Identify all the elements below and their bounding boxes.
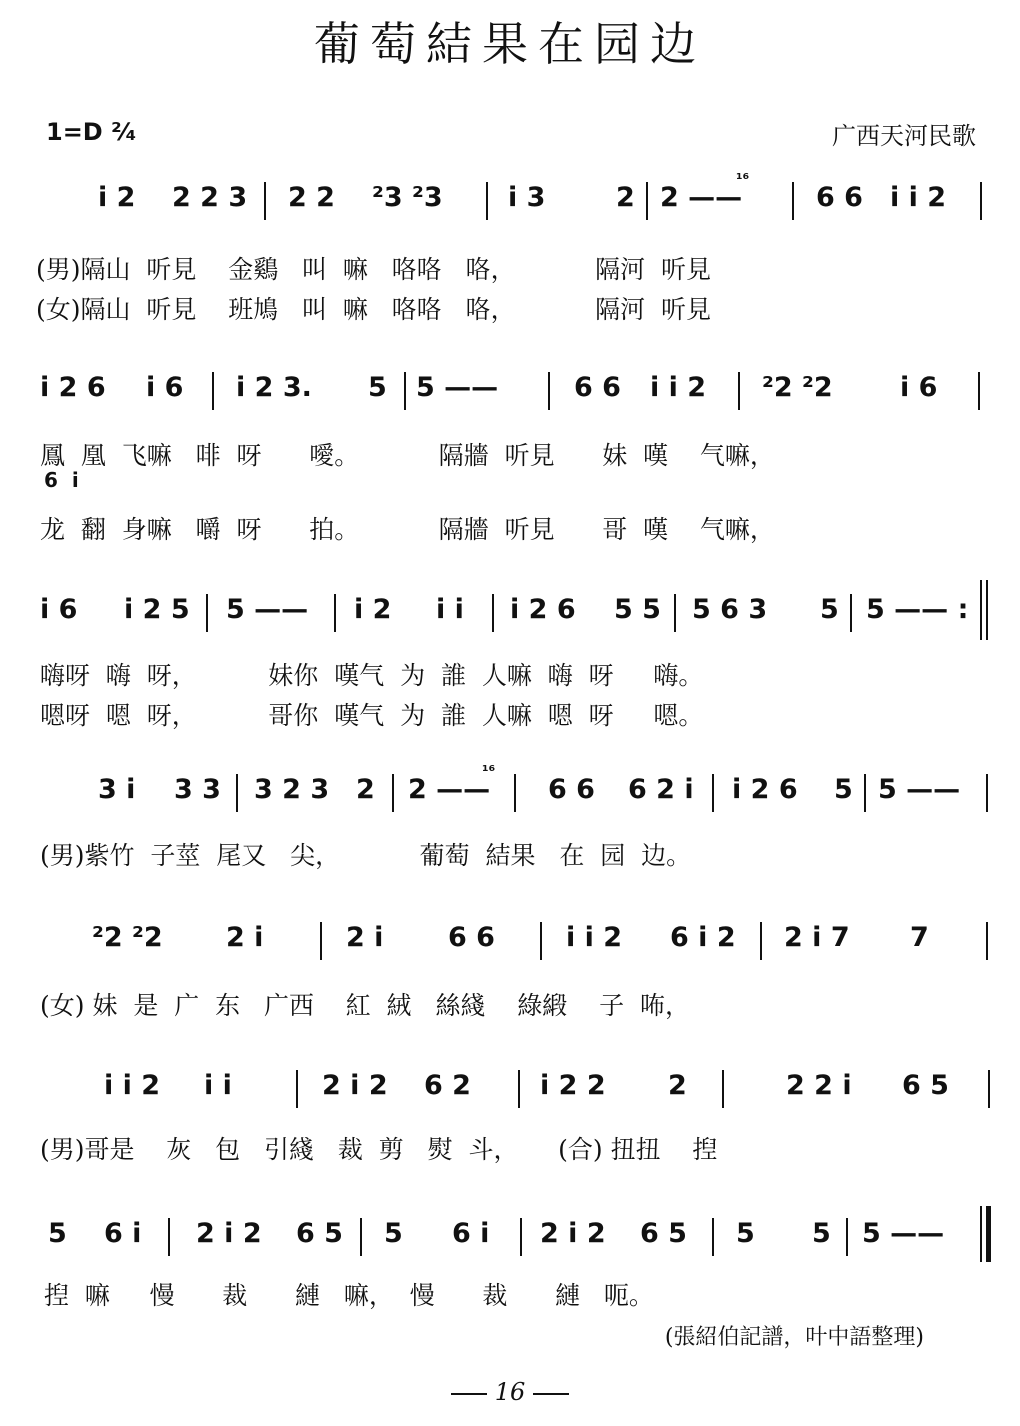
- note-group: 5: [384, 1218, 403, 1249]
- note-group: i 6: [900, 372, 938, 403]
- note-group: i i 2: [890, 182, 947, 213]
- note-group: 5: [368, 372, 387, 403]
- lyric-line: 鳳 凰 飞嘛 啡 呀 噯。 隔牆 听見 妹 嘆 气嘛，: [40, 441, 775, 470]
- note-group: 5: [736, 1218, 755, 1249]
- note-group: 5 6 3: [692, 594, 768, 625]
- note-group: 2: [356, 774, 375, 805]
- note-group: i i 2: [104, 1070, 161, 1101]
- note-group: 5 ——: [862, 1218, 945, 1249]
- page-number-text: 16: [494, 1378, 526, 1406]
- note-group: 3 3: [174, 774, 221, 805]
- barline: [264, 182, 266, 220]
- note-group: 2 2: [288, 182, 335, 213]
- note-group: i i: [436, 594, 464, 625]
- note-group: 6 6: [816, 182, 863, 213]
- note-group: 6 2: [424, 1070, 471, 1101]
- note-group: 2 i 2: [322, 1070, 388, 1101]
- note-group: i 2 6: [732, 774, 798, 805]
- barline: [988, 1070, 990, 1108]
- note-group: 6 i 2: [670, 922, 736, 953]
- barline: [212, 372, 214, 410]
- note-group: 6 i: [452, 1218, 490, 1249]
- barline: [486, 182, 488, 220]
- barline: [712, 1218, 714, 1256]
- note-group: 2 2 3: [172, 182, 248, 213]
- grace-note: ¹⁶: [736, 170, 750, 188]
- barline: [980, 182, 982, 220]
- note-group: i 2 3.: [236, 372, 312, 403]
- barline: [792, 182, 794, 220]
- barline: [738, 372, 740, 410]
- barline: [548, 372, 550, 410]
- note-group: i 6: [40, 594, 78, 625]
- barline: [334, 594, 336, 632]
- barline: [540, 922, 542, 960]
- note-group: i i: [204, 1070, 232, 1101]
- lyric-line: (男)哥是 灰 包 引綫 裁 剪 熨 斗， (合) 扭扭 揑: [40, 1135, 718, 1164]
- note-group: i 2 5: [124, 594, 190, 625]
- note-group: 6 5: [902, 1070, 949, 1101]
- note-group: 6 6: [548, 774, 595, 805]
- final-barline: [986, 1206, 991, 1262]
- barline: [864, 774, 866, 812]
- barline: [986, 922, 988, 960]
- barline: [492, 594, 494, 632]
- note-group: 6 5: [640, 1218, 687, 1249]
- note-group: 5: [48, 1218, 67, 1249]
- lyric-line: (女)隔山 听見 班鳩 叫 嘛 咯咯 咯， 隔河 听見: [36, 295, 711, 324]
- note-group: 2 i: [226, 922, 264, 953]
- note-group: 5: [812, 1218, 831, 1249]
- alternate-notes: 6 i: [44, 468, 79, 492]
- note-group: 2 i 2: [196, 1218, 262, 1249]
- barline: [850, 594, 852, 632]
- note-group: 2 i 7: [784, 922, 850, 953]
- song-title: 葡萄結果在园边: [314, 17, 706, 71]
- note-group: i i 2: [566, 922, 623, 953]
- note-group: 2 2 i: [786, 1070, 852, 1101]
- note-group: 2 i 2: [540, 1218, 606, 1249]
- transcription-credit: (張紹伯記譜，叶中語整理): [664, 1325, 924, 1350]
- note-group: i 2 6: [40, 372, 106, 403]
- note-group: 5 ——: [416, 372, 499, 403]
- barline: [168, 1218, 170, 1256]
- barline: [360, 1218, 362, 1256]
- barline: [712, 774, 714, 812]
- barline: [320, 922, 322, 960]
- repeat-barline: [986, 580, 988, 640]
- note-group: 3 2 3: [254, 774, 330, 805]
- note-group: 2: [616, 182, 635, 213]
- note-group: 5: [834, 774, 853, 805]
- barline: [206, 594, 208, 632]
- note-group: 6 i: [104, 1218, 142, 1249]
- note-group: i 2: [354, 594, 392, 625]
- lyric-line: 龙 翻 身嘛 嚼 呀 拍。 隔牆 听見 哥 嘆 气嘛，: [40, 515, 775, 544]
- note-group: i 3: [508, 182, 546, 213]
- note-group: 2: [668, 1070, 687, 1101]
- repeat-barline: [980, 580, 982, 640]
- barline: [520, 1218, 522, 1256]
- note-group: i 6: [146, 372, 184, 403]
- barline: [978, 372, 980, 410]
- lyric-line: (男)紫竹 子莖 尾又 尖， 葡萄 結果 在 园 边。: [40, 841, 692, 870]
- lyric-line: 嗨呀 嗨 呀， 妹你 嘆气 为 誰 人嘛 嗨 呀 嗨。: [40, 661, 704, 690]
- barline: [514, 774, 516, 812]
- barline: [846, 1218, 848, 1256]
- barline: [392, 774, 394, 812]
- note-group: 7: [910, 922, 929, 953]
- lyric-line: (女) 妹 是 广 东 广西 紅 絨 絲綫 綠緞 子 咘，: [40, 991, 690, 1020]
- lyric-line: 揑 嘛 慢 裁 縺 嘛， 慢 裁 縺 呃。: [44, 1281, 654, 1310]
- song-origin: 广西天河民歌: [832, 122, 976, 150]
- note-group: 2 ——: [660, 182, 743, 213]
- lyric-line: (男)隔山 听見 金鷄 叫 嘛 咯咯 咯， 隔河 听見: [36, 255, 711, 284]
- barline: [646, 182, 648, 220]
- note-group: ²2 ²2: [762, 372, 833, 403]
- note-group: i 2 6: [510, 594, 576, 625]
- key-signature: 1=D ²⁄₄: [46, 118, 137, 146]
- note-group: 6 5: [296, 1218, 343, 1249]
- note-group: 6 6: [448, 922, 495, 953]
- grace-note: ¹⁶: [482, 762, 496, 780]
- note-group: 5 ——: [226, 594, 309, 625]
- barline: [518, 1070, 520, 1108]
- note-group: ²2 ²2: [92, 922, 163, 953]
- barline: [722, 1070, 724, 1108]
- page-number: [0, 1378, 1020, 1406]
- barline: [236, 774, 238, 812]
- note-group: 5 —— :: [866, 594, 969, 625]
- final-barline: [980, 1206, 982, 1262]
- note-group: 6 6: [574, 372, 621, 403]
- lyric-line: 嗯呀 嗯 呀， 哥你 嘆气 为 誰 人嘛 嗯 呀 嗯。: [40, 701, 704, 730]
- note-group: ²3 ²3: [372, 182, 443, 213]
- note-group: i 2 2: [540, 1070, 606, 1101]
- note-group: 2 ——: [408, 774, 491, 805]
- note-group: 5: [820, 594, 839, 625]
- note-group: 5 5: [614, 594, 661, 625]
- barline: [296, 1070, 298, 1108]
- note-group: 3 i: [98, 774, 136, 805]
- barline: [674, 594, 676, 632]
- barline: [760, 922, 762, 960]
- note-group: 5 ——: [878, 774, 961, 805]
- note-group: i 2: [98, 182, 136, 213]
- note-group: i i 2: [650, 372, 707, 403]
- note-group: 6 2 i: [628, 774, 694, 805]
- note-group: 2 i: [346, 922, 384, 953]
- barline: [986, 774, 988, 812]
- barline: [404, 372, 406, 410]
